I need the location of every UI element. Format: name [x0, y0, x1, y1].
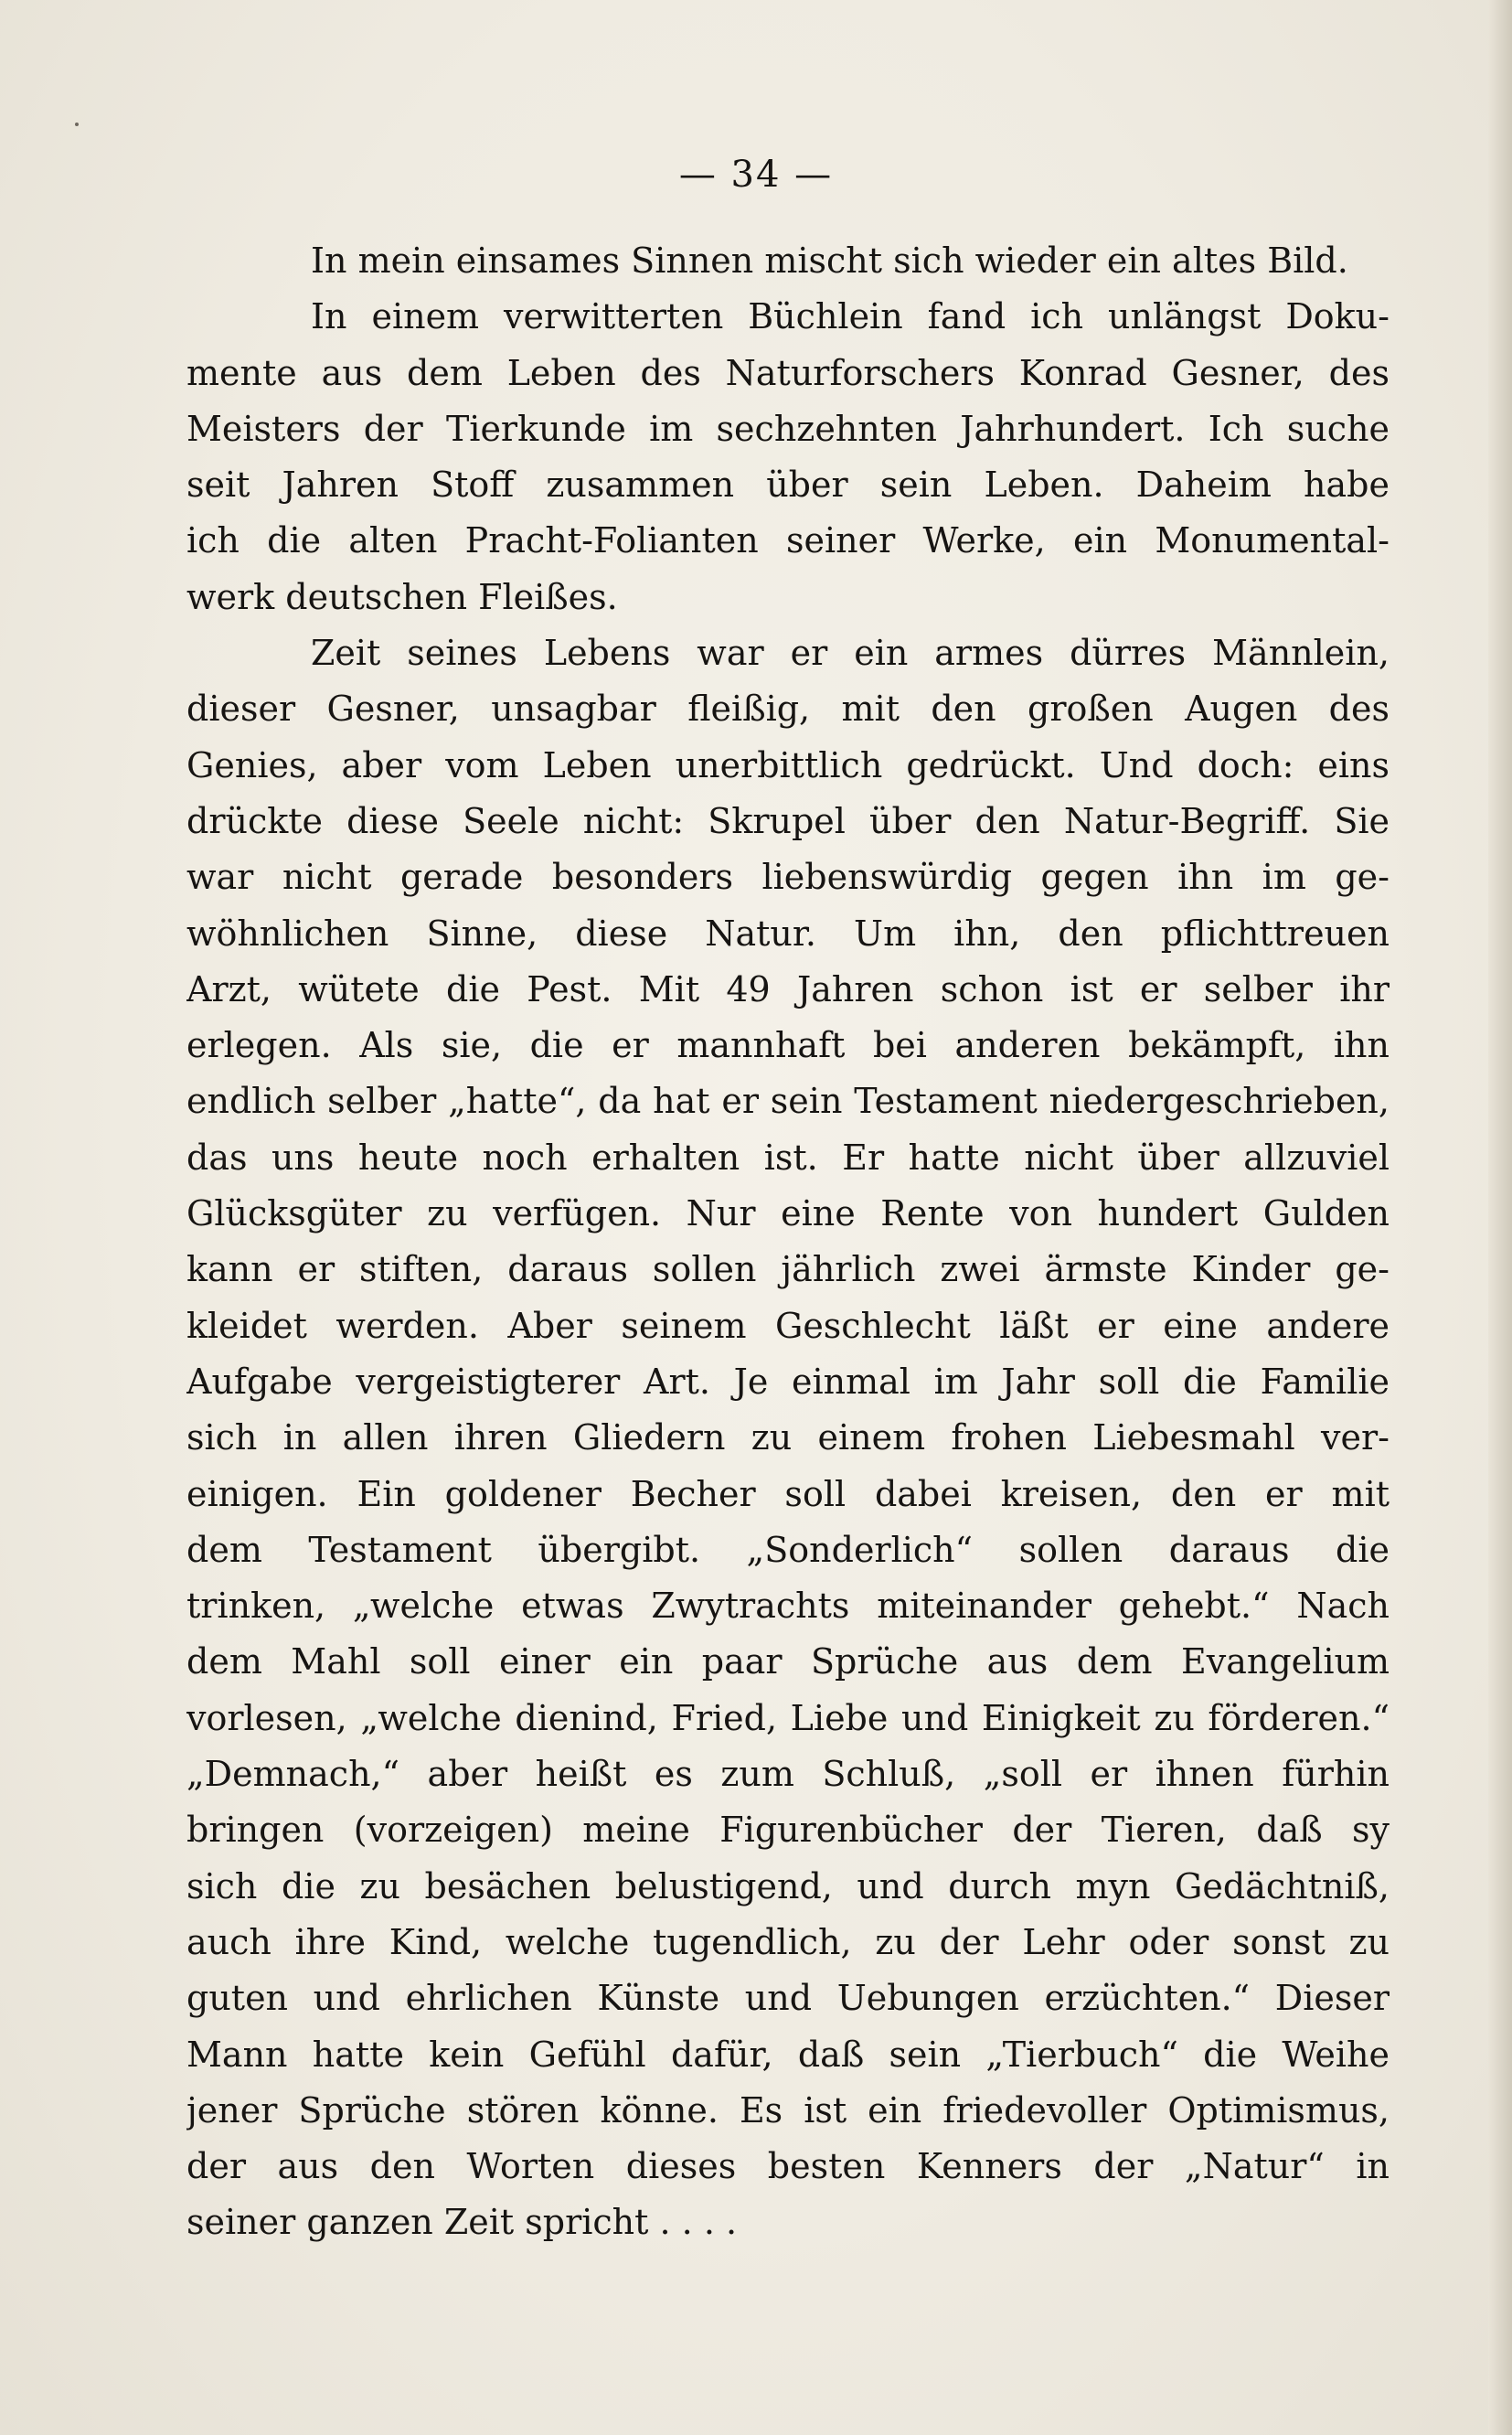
- text-line: erlegen. Als sie, die er mannhaft bei anderen bekämpft, ihn: [186, 1025, 1390, 1066]
- text-line: sich die zu besächen belustigend, und durch myn Gedächtniß,: [186, 1865, 1390, 1906]
- text-line: mente aus dem Leben des Naturforschers Konrad Gesner, des: [186, 352, 1390, 393]
- text-line: Meisters der Tierkunde im sechzehnten Jahrhundert. Ich suche: [186, 408, 1390, 449]
- text-line: seit Jahren Stoff zusammen über sein Leben. Daheim habe: [186, 465, 1390, 506]
- text-line: In einem verwitterten Büchlein fand ich unlängst Doku-: [311, 296, 1390, 337]
- body-text: [186, 233, 1390, 2251]
- text-line: bringen (vorzeigen) meine Figurenbücher der Tieren, daß sy: [186, 1810, 1390, 1851]
- page-edge-shadow: [1488, 0, 1512, 2435]
- text-line: werk deutschen Fleißes.: [186, 576, 618, 617]
- text-line: vorlesen, „welche dienind, Fried, Liebe und Einigkeit zu förderen.“: [186, 1697, 1390, 1738]
- text-line: dem Testament übergibt. „Sonderlich“ sollen daraus die: [186, 1529, 1390, 1570]
- text-line: jener Sprüche stören könne. Es ist ein friedevoller Optimismus,: [186, 2089, 1390, 2131]
- text-line: drückte diese Seele nicht: Skrupel über den Natur-Begriff. Sie: [186, 800, 1390, 841]
- text-line: sich in allen ihren Gliedern zu einem frohen Liebesmahl ver-: [186, 1417, 1390, 1458]
- text-line: das uns heute noch erhalten ist. Er hatte nicht über allzuviel: [186, 1137, 1390, 1178]
- text-line: auch ihre Kind, welche tugendlich, zu der Lehr oder sonst zu: [186, 1921, 1390, 1962]
- text-line: seiner ganzen Zeit spricht . . . .: [186, 2202, 738, 2243]
- text-line: In mein einsames Sinnen mischt sich wieder ein altes Bild.: [311, 240, 1348, 281]
- text-line: guten und ehrlichen Künste und Uebungen erzüchten.“ Dieser: [186, 1978, 1390, 2019]
- text-line: einigen. Ein goldener Becher soll dabei kreisen, den er mit: [186, 1473, 1390, 1514]
- text-line: der aus den Worten dieses besten Kenners der „Natur“ in: [186, 2146, 1390, 2187]
- text-line: „Demnach,“ aber heißt es zum Schluß, „soll er ihnen fürhin: [186, 1754, 1390, 1795]
- page-number: — 34 —: [678, 154, 834, 196]
- text-line: ich die alten Pracht-Folianten seiner Werke, ein Monumental-: [186, 520, 1390, 561]
- text-line: Genies, aber vom Leben unerbittlich gedrückt. Und doch: eins: [186, 744, 1390, 785]
- text-line: endlich selber „hatte“, da hat er sein Testament niedergeschrieben,: [186, 1081, 1390, 1122]
- text-line: kann er stiften, daraus sollen jährlich zwei ärmste Kinder ge-: [186, 1249, 1390, 1290]
- paper-speck: [75, 123, 79, 126]
- text-line: Aufgabe vergeistigterer Art. Je einmal im Jahr soll die Familie: [186, 1361, 1390, 1402]
- text-line: Mann hatte kein Gefühl dafür, daß sein „Tierbuch“ die Weihe: [186, 2034, 1390, 2075]
- text-line: Glücksgüter zu verfügen. Nur eine Rente von hundert Gulden: [186, 1193, 1390, 1234]
- text-line: war nicht gerade besonders liebenswürdig gegen ihn im ge-: [186, 857, 1390, 898]
- text-line: Zeit seines Lebens war er ein armes dürres Männlein,: [311, 633, 1390, 674]
- text-line: trinken, „welche etwas Zwytrachts miteinander gehebt.“ Nach: [186, 1586, 1390, 1627]
- text-line: dem Mahl soll einer ein paar Sprüche aus dem Evangelium: [186, 1641, 1390, 1682]
- text-line: wöhnlichen Sinne, diese Natur. Um ihn, den pflichttreuen: [186, 913, 1390, 954]
- text-line: dieser Gesner, unsagbar fleißig, mit den großen Augen des: [186, 689, 1390, 730]
- text-line: Arzt, wütete die Pest. Mit 49 Jahren schon ist er selber ihr: [186, 968, 1390, 1009]
- text-line: kleidet werden. Aber seinem Geschlecht läßt er eine andere: [186, 1305, 1390, 1346]
